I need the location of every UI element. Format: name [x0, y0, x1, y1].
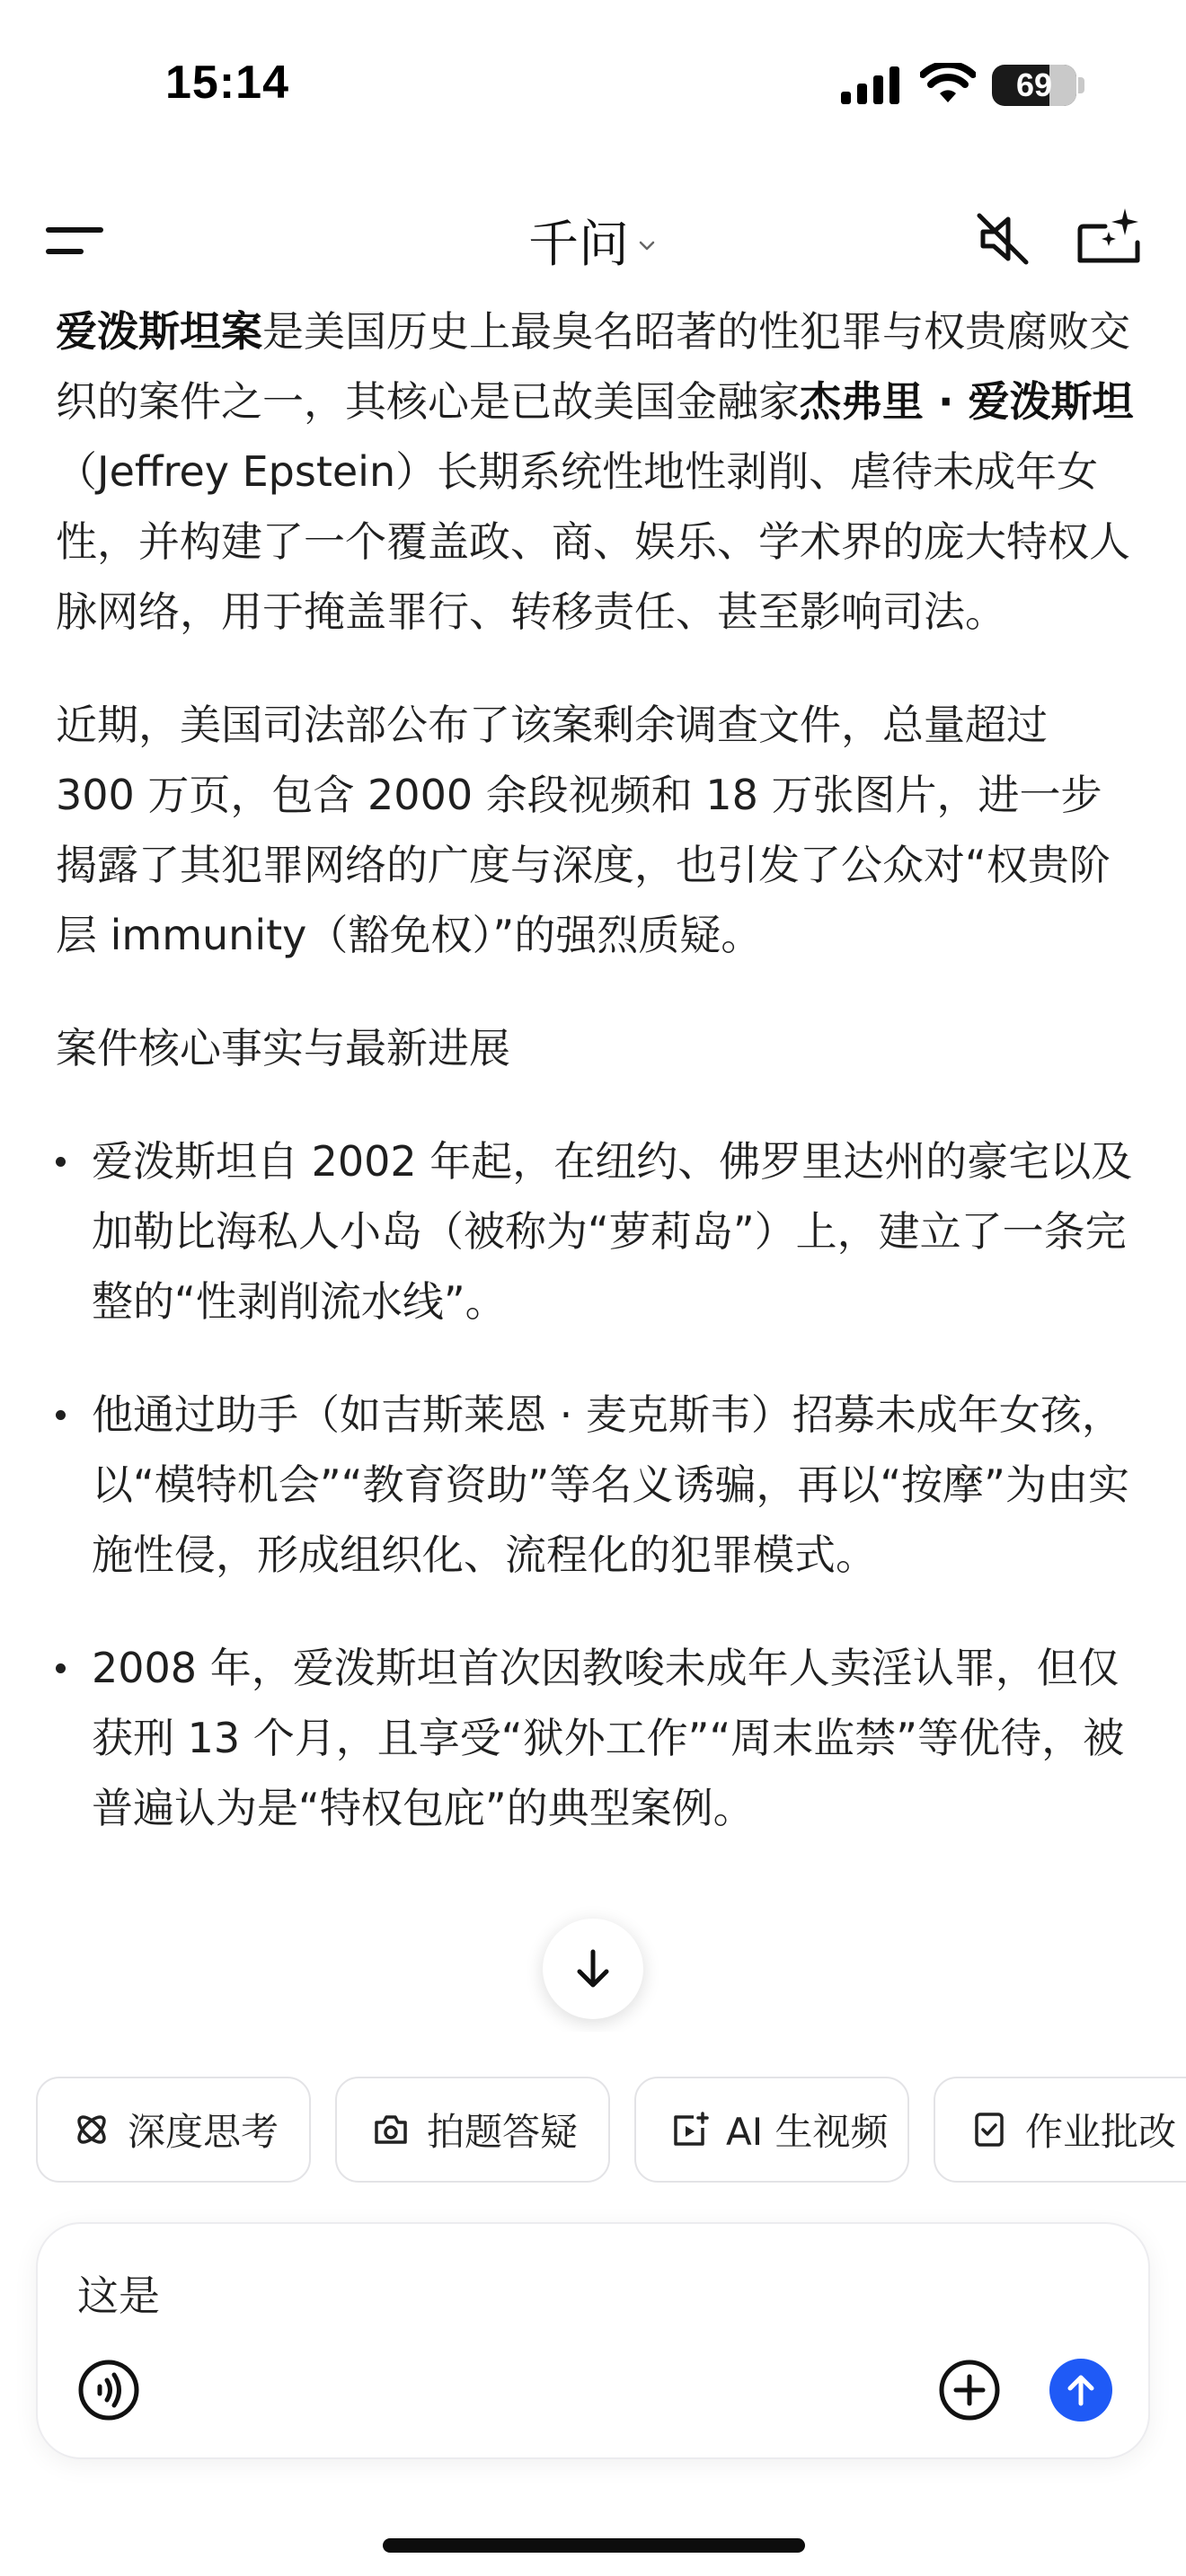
- app-title: 千问: [528, 216, 629, 274]
- video-icon: [670, 2110, 710, 2149]
- model-selector[interactable]: [503, 205, 683, 277]
- battery-indicator: [992, 65, 1076, 106]
- chip-label: 拍题答疑: [427, 2110, 579, 2154]
- bullet-item: 2008 年，爱泼斯坦首次因教唆未成年人卖淫认罪，但仅获刑 13 个月，且享受“狱外工作”“周末监禁”等优待，被普遍认为是“特权包庇”的典型案例。: [56, 1633, 1134, 1843]
- battery-level: 69: [1015, 66, 1053, 103]
- photo-question-chip[interactable]: [335, 2077, 610, 2183]
- bold-term: 爱泼斯坦案: [56, 307, 262, 356]
- battery-tip: [1078, 77, 1084, 93]
- paragraph-text: （Jeffrey Epstein）长期系统性地性剥削、虐待未成年女性，并构建了一个覆盖政、商、娱乐、学术界的庞大特权人脉网络，用于掩盖罪行、转移责任、甚至影响司法。: [56, 447, 1130, 636]
- chip-label: AI 生视频: [726, 2110, 889, 2154]
- status-bar: [0, 0, 1186, 171]
- menu-icon[interactable]: [45, 217, 108, 262]
- home-indicator: [383, 2538, 805, 2553]
- wifi-icon: [920, 63, 976, 104]
- homework-check-chip[interactable]: [934, 2077, 1186, 2183]
- deep-think-icon: [72, 2110, 111, 2149]
- send-button[interactable]: [1049, 2359, 1112, 2422]
- cellular-signal-icon: [841, 66, 900, 104]
- deep-think-chip[interactable]: [36, 2077, 311, 2183]
- voice-input-icon[interactable]: [77, 2359, 140, 2422]
- speaker-muted-icon[interactable]: [970, 207, 1035, 271]
- bullet-item: 他通过助手（如吉斯莱恩 · 麦克斯韦）招募未成年女孩，以“模特机会”“教育资助”等名义诱骗，再以“按摩”为由实施性侵，形成组织化、流程化的犯罪模式。: [56, 1380, 1134, 1590]
- paragraph-text: 是美国历史上最臭名昭著的性犯罪与权贵腐败交织的案件之一，其核心是已故美国金融家: [56, 307, 1130, 426]
- scroll-to-bottom-button[interactable]: [543, 1919, 643, 2019]
- bold-name: 杰弗里 · 爱泼斯坦: [800, 377, 1134, 426]
- top-bar: [0, 189, 1186, 287]
- answer-paragraph: [56, 296, 1134, 647]
- chat-input-box[interactable]: [36, 2222, 1150, 2459]
- chip-label: 深度思考: [128, 2110, 279, 2154]
- bullet-item: 爱泼斯坦自 2002 年起，在纽约、佛罗里达州的豪宅以及加勒比海私人小岛（被称为“萝莉岛”）上，建立了一条完整的“性剥削流水线”。: [56, 1126, 1134, 1337]
- camera-icon: [371, 2110, 411, 2149]
- answer-paragraph: 近期，美国司法部公布了该案剩余调查文件，总量超过 300 万页，包含 2000 余段视频和 18 万张图片，进一步揭露了其犯罪网络的广度与深度，也引发了公众对“权贵阶层 immunity（豁免权）”的强烈质疑。: [56, 701, 1111, 959]
- chip-label: 作业批改: [1025, 2110, 1177, 2154]
- arrow-down-icon: [571, 1946, 615, 1991]
- arrow-up-icon: [1064, 2373, 1098, 2407]
- plus-icon[interactable]: [938, 2359, 1001, 2422]
- new-chat-sparkle-icon[interactable]: [1073, 201, 1145, 273]
- bullet-list: [56, 1126, 1134, 1843]
- chevron-down-icon: [636, 234, 658, 256]
- ai-video-chip[interactable]: [634, 2077, 909, 2183]
- section-heading: 案件核心事实与最新进展: [56, 1024, 510, 1072]
- message-input[interactable]: 这是: [77, 2272, 160, 2320]
- status-time: 15:14: [165, 57, 289, 109]
- quick-action-bar: [0, 2032, 1186, 2186]
- answer-content: [56, 296, 1134, 1886]
- homework-icon: [969, 2110, 1009, 2149]
